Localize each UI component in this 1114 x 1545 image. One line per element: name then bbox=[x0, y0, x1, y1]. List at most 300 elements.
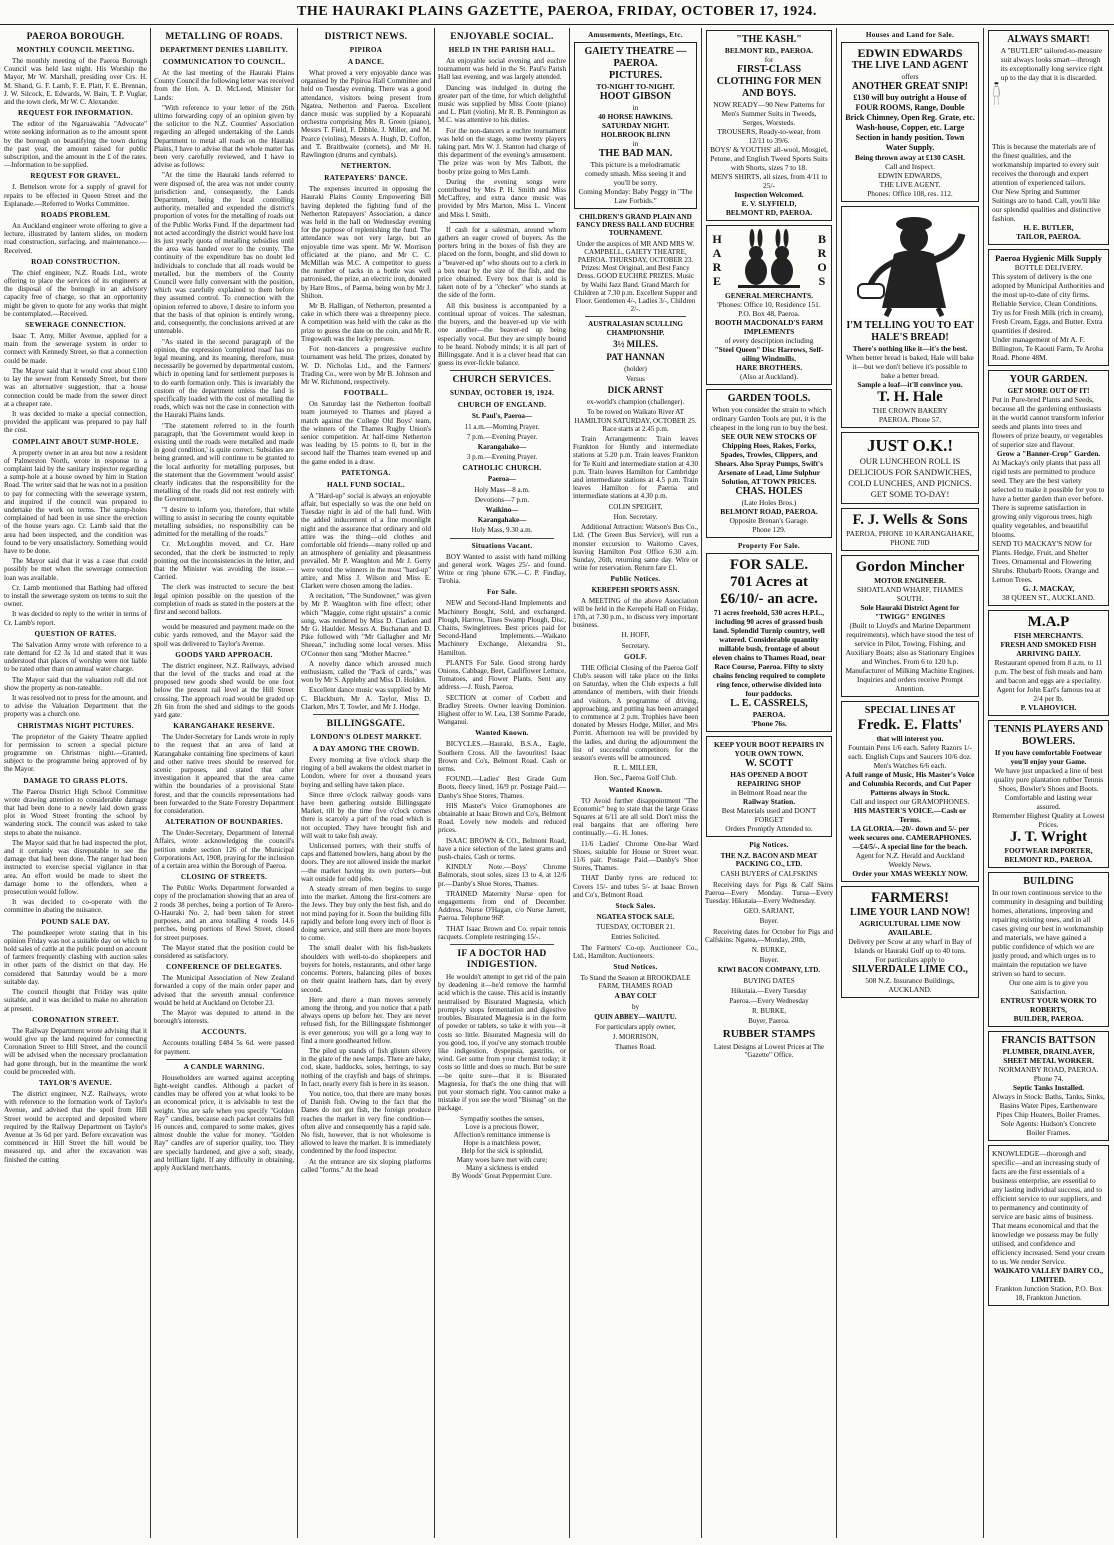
ad-line: of every description including bbox=[724, 336, 814, 345]
ad-line: BUILDER, PAEROA. bbox=[1013, 1014, 1084, 1023]
ad-line: OUR LUNCHEON ROLL IS DELICIOUS FOR SANDWICHES, COLD LUNCHES, AND PICNICS. bbox=[848, 456, 972, 489]
ad-line: HOOT GIBSON bbox=[599, 91, 672, 102]
ad-line: GET SOME TO-DAY! bbox=[870, 489, 950, 500]
paragraph: The monthly meeting of the Paeroa Borough Council was held last night. His Worship the Mayor, Mr W. Marshall, presiding over Crs. H. M. Shand, G. F. Lamb, F. E. Platt, F. E. Brennan, J. W. Silcock, E. Edwards, W. Bain, T. P. Vuglar, and the town clerk, Mr W. C. Alexander. bbox=[4, 57, 147, 107]
ad-title: FARMERS! bbox=[870, 890, 950, 907]
paragraph: "I desire to inform you, therefore, that while willing to assist in securing the county equitable metalling subsidies, no responsibility can be admitted for the metalling of the roads." bbox=[154, 505, 294, 539]
church-line: St. Paul's, Paeroa— bbox=[471, 412, 533, 421]
divider bbox=[450, 538, 554, 539]
paragraph: Mr B. Halligan, of Netherton, presented a cake in which there was a threepenny piece. A competition was held with the cake as the prize to guess the date on the coin, and Mr R. Tregowath was the lucky person. bbox=[301, 302, 431, 343]
paragraph: The editor of the Ngaruawahia "Advocate" wrote seeking information as to the amount spent by the borough on beautifying the town during the past year, the amount raised for public subscription, and the amount in the £ of the rates.—Information to be supplied. bbox=[4, 120, 147, 170]
ad-line: Buyer. bbox=[759, 917, 779, 926]
ad-line: KNOWLEDGE—thorough and specific—and an increasing study of facts are the first essentials of a business enterprise, are essential to any lasting individual success, and to efficient service to our suppliers, and to permanency and continuity of service are basic aims of business. That means economical and that the knowledge we possess may be fully utilised, and confidence and efficiency increased. Send your cream to us. We render Service. bbox=[992, 1149, 1105, 1266]
paragraph: A MEETING of the above Association will be held in the Kerepehi Hall on Friday, 17th, at 7.30 p.m., to discuss very important business. bbox=[573, 596, 698, 630]
ad-line: In our town continuous service to the community in designing and building homes, alterations, improving and repairing existing ones, and in all cases giving our best in workmanship and materials, we have gained a public confidence of which we are justly proud, and which urges us to maintain the reputation we have striven so hard to secure. bbox=[992, 888, 1104, 978]
ad-title: JUST O.K.! bbox=[866, 436, 954, 456]
classified-ad: ISAAC BROWN & CO., Belmont Road, have a nice selection of the latest grams and push-chairs. Cash or terms. bbox=[438, 836, 566, 862]
paragraph: The expenses incurred in opposing the Hauraki Plains County Empowering Bill having depleted the fighting fund of the Netherton Ratepayers' Association, a dance was held in the hall on Wednesday evening for the purpose of replenishing the fund. The attendance was not very large, but an enjoyable time was spent. Mr W. Morrison officiated at the piano, and Mr C. C. McMillan was M.C. A competitor to guess the number of tacks in a bottle was well patronised, the prize, an electric iron, donated by Hare Bros., of Paeroa, being won by Mr J. Shilton. bbox=[301, 185, 431, 300]
classified-ad: SECTION at corner of Corbett and Bradley Streets. Owner leaving Dominion. Highest offer to W. Lea, 138 Somme Parade, Wanganui. bbox=[438, 693, 566, 727]
ad-line: NORMANBY ROAD, PAEROA. Phone 74. bbox=[998, 1065, 1099, 1083]
divider bbox=[585, 316, 686, 317]
ad-title: Gordon Mincher bbox=[855, 559, 965, 576]
paragraph: "At the time the Hauraki lands referred to were disposed of, the area was not under county jurisdiction and, consequently, the Lands Department, being the local controlling authority, metalled and expended the district's proportion of votes for the metalling of roads out of the Public Works Fund. If the department had not acted accordingly the district would have lost its just yearly quota of metalling subsidies until the area was handed over to the county. The continuity of the expenditure has no doubt led individuals to conclude that all roads would be metalled, but the members of the County Council were fully conversant with the position, which was carefully explained to them before they assumed control. To connection with the opinion referred to above, I desire to inform you that the basis of that opinion is entirely wrong, and, consequently, the conclusions arrived at are untenable. bbox=[154, 171, 294, 336]
ad-line: When you consider the strain to which ordinary Garden Tools are put, it is the cheapest in the long run to buy the best. bbox=[710, 405, 828, 432]
ad-line: Agent for N.Z. Herald and Auckland Weekly News. bbox=[855, 851, 965, 870]
paragraph: The Salvation Army wrote with reference to a rate demand for £2 3s 1d and stated that it was understood that places of worship were not liable to be rated other than on annual water charge. bbox=[4, 640, 147, 674]
ad-line: 71 acres freehold, 530 acres H.P.L., including 90 acres of grassed bush land. Splendid Turnip country, well watered. Considerable quantity millable bush, frontage of about eleven chains to Thames Road, near Race Course, Paeroa. Fifty to sixty chains fencing required to complete ring fence, otherwise divided into four paddocks. bbox=[712, 608, 826, 698]
ad-line: BELMONT RD, PAEROA. bbox=[725, 208, 813, 217]
classified-ad: THAT Danby tyres are reduced to: Covers 15/- and tubes 5/- at Isaac Brown and Co's, Belmont Road. bbox=[573, 874, 698, 899]
divider bbox=[450, 222, 554, 223]
classified-heading: Houses and Land for Sale. bbox=[865, 31, 955, 39]
ad-line: At Mackay's only plants that pass all rigid tests are permitted to produce seed. They are the best variety selected to make it possible for you to have a better garden than ever before. There is supreme satisfaction in growing only vigorous trees, high quality vegetables, and beautiful blooms. bbox=[992, 458, 1105, 539]
section-heading: FOOTBALL. bbox=[343, 389, 389, 398]
ad-line: KIWI BACON COMPANY, LTD. bbox=[717, 966, 821, 975]
ad-line: Call and Inspect. bbox=[885, 162, 935, 171]
ad-line: ex-world's champion (challenger). bbox=[586, 398, 685, 407]
ad-line: THE LIVE AGENT. bbox=[879, 180, 941, 189]
column-1 bbox=[4, 28, 147, 1538]
ad-line: TROUSERS, Ready-to-wear, from 12/11 to 39/6. bbox=[717, 127, 821, 145]
paragraph: "With reference to your letter of the 26th ultimo forwarding copy of an opinion given by the solicitor to the N.Z. Counties' Association regarding an alleged undertaking of the Lands Department to metal all roads on the Hauraki Plains, I have to advise that the whole matter has been very carefully reviewed, and I have to advise as follows: bbox=[154, 103, 294, 170]
column-rule bbox=[836, 28, 837, 1538]
ad-line: MOTOR ENGINEER. bbox=[874, 576, 946, 586]
ad-line: (Late Holes Bros.) bbox=[741, 498, 797, 507]
ad-line: This picture is a melodramatic comedy smash. Miss seeing it and you'll be sorry. bbox=[585, 160, 686, 187]
article-title: IF A DOCTOR HAD INDIGESTION. bbox=[457, 949, 547, 971]
section-heading: QUESTION OF RATES. bbox=[34, 629, 117, 638]
section-heading: KARANGAHAKE RESERVE. bbox=[173, 722, 275, 731]
paragraph: J. Bettelson wrote for a supply of gravel for repairs to be effected in Queen Street and the Esplanade.—Referred to Works Committee. bbox=[4, 183, 147, 208]
gordon-mincher-ad bbox=[841, 555, 979, 697]
section-heading: CONFERENCE OF DELEGATES. bbox=[165, 963, 283, 972]
divider bbox=[313, 714, 419, 715]
section-heading: CLOSING OF STREETS. bbox=[180, 873, 268, 882]
paragraph: "The statement referred to in the fourth paragraph, that 'the Government would keep in existing until the roads were metalled and made in good condition,' is quite correct. Subsidies are being granted, and will continue to be granted to the local authority for metalling purposes, but the statement that the Government 'would assist' clearly indicates that the responsibility for the metalling of the roads did not rest entirely with the Government. bbox=[154, 421, 294, 504]
ad-title: GARDEN TOOLS. bbox=[727, 393, 811, 404]
ad-line: "Steel Queen" Disc Harrows, Self-oiling Windmills. bbox=[714, 345, 824, 363]
paragraph: The Mayor was deputed to attend in the borough's interests. bbox=[154, 1008, 294, 1026]
section-heading: ALTERATION OF BOUNDARIES. bbox=[165, 818, 283, 827]
paragraph: Unlicensed porters, with their stuffs of caps and flattened bowlers, hang about by the doors. They are not allowed inside the market—the market having its own porters—but wait outside for odd jobs. bbox=[301, 842, 431, 883]
gaiety-theatre-ad bbox=[574, 42, 697, 209]
paragraph: The Municipal Association of New Zealand forwarded a copy of the main order paper and advised that the seventh annual conference would be held at Auckland on October 23. bbox=[154, 974, 294, 1007]
ad-line: AGRICULTURAL LIME NOW AVAILABLE. bbox=[859, 919, 961, 938]
ad-line: Buyer, Paeroa. bbox=[748, 1017, 790, 1026]
ad-line: ANOTHER GREAT SNIP! bbox=[851, 81, 969, 92]
paragraph: Receiving dates for October for Pigs and Calfskins: Ngatea,—Monday, 20th, bbox=[705, 927, 833, 944]
paragraph: Householders are warned against accepting light-weight candles. Although a packet of candles may be offered you at what looks to be an economical price, it is advisable to test the weight. You are safe when you specify "Golden Ray" candles, because each packet contains full 16 ounces and, compared to some makes, gives almost double the value for money. "Golden Ray" candles are of superior quality, too. They are specially hardened, and give a soft, steady, and brilliant light. If any difficulty in obtaining, apply Auckland merchants. bbox=[154, 1073, 294, 1172]
paragraph: Cr. Lamb mentioned that Bathing had offered to install the sewerage system on terms to suit the owner. bbox=[4, 583, 147, 609]
ad-line: BOOTH MACDONALD'S FARM IMPLEMENTS bbox=[714, 318, 824, 336]
classified-heading: Stock Sales. bbox=[615, 902, 656, 911]
classified-heading: Amusements, Meetings, Etc. bbox=[588, 31, 683, 39]
ad-line: Frankton Junction Station, P.O. Box 18, Frankton Junction. bbox=[995, 1284, 1102, 1302]
paragraph: Receiving days for Pigs & Calf Skins Paeroa—Every Monday. Turua—Every Tuesday. Hikutaia—Every Wednesday. bbox=[705, 880, 833, 906]
divider bbox=[166, 619, 282, 620]
classified-ad: HIS Master's Voice Gramophones are obtainable at Isaac Brown and Co's, Belmont Road. Lovely new models and reduced prices. bbox=[438, 801, 566, 835]
paragraph: Every morning at five o'clock sharp the ringing of a bell awakens the oldest market in London, where for over a thousand years buying and selling have taken place. bbox=[301, 756, 431, 789]
paragraph: The Mayor said that he had inspected the plot, and it certainly was disreputable to see the damage that had been done. The ranger had been instructed to exercise special vigilance in that area. An effort would be made to sheet the damage home to the offenders, when a prosecution would follow. bbox=[4, 838, 147, 897]
ad-line: NGATEA STOCK SALE. bbox=[596, 913, 675, 922]
ad-line: GEO. SARJANT, bbox=[743, 907, 795, 916]
paragraph: The Mayor stated that the position could be considered as satisfactory. bbox=[154, 943, 294, 960]
paragraph: To be rowed on Waikato River AT HAMILTON SATURDAY, OCTOBER 25. Race starts at 2.45 p.m. bbox=[574, 408, 697, 433]
paragraph: The poundkeeper wrote stating that in his opinion Friday was not a suitable day on which to hold sales of cattle at the public pound on account of farmers frequently clashing with auction sales in other parts of the district on that day. He considered that Saturday would be a more suitable day. bbox=[4, 928, 147, 986]
ad-line: Order your XMAS WEEKLY NOW. bbox=[852, 869, 968, 879]
ad-line: SEE OUR NEW STOCKS OF Chipping Hoes, Rakes, Forks, Spades, Trowles, Clippers, and Shears. Also Spray Pumps, Swift's Arsenate of Lead, Lime Sulphur Solution, AT TOWN PRICES. bbox=[714, 432, 823, 486]
ad-line: HIS MASTER'S VOICE.—Cash or Terms. bbox=[853, 806, 967, 825]
ad-title: M.A.P bbox=[1027, 614, 1070, 630]
ad-line: H. E. BUTLER, bbox=[1023, 223, 1074, 232]
paragraph: For the non-dancers a euchre tournament was held on the stage, some twenty players taking part. Mrs W. J. Stanton had charge of this department of the evening's amusement. The prize was won by Mrs Talbott, the booby prize going to Mrs Lamb. bbox=[438, 126, 566, 176]
ad-line: QUIN ABBEY—WAIUTU. bbox=[594, 1012, 677, 1021]
ad-line: DICK ARNST bbox=[607, 385, 664, 396]
section-heading: GOODS YARD APPROACH. bbox=[175, 650, 273, 659]
paragraph: The Public Works Department forwarded a copy of the proclamation showing that an area of 2 roods 38 perches, being a portion of Te Arero-O-Hauraki No. 2, had been taken for street purposes, and an area totalling 4 roods 14.6 perches, being portions of Rewi Street, closed for street purposes. bbox=[154, 884, 294, 942]
ad-line: Hon. Secretary. bbox=[613, 512, 658, 521]
event-title: CHILDREN'S GRAND PLAIN AND FANCY DRESS BALL AND EUCHRE TOURNAMENT. bbox=[576, 213, 695, 238]
ad-line: KEREPEHI SPORTS ASSN. bbox=[591, 586, 680, 595]
ad-line: in Belmont Road near the bbox=[731, 788, 807, 797]
paragraph: It was decided to reply to the writer in terms of Cr. Lamb's report. bbox=[4, 610, 147, 627]
ad-line: Hon. Sec., Paeroa Golf Club. bbox=[594, 774, 677, 783]
ad-line: (Built to Lloyd's and Marine Department requirements), which have stood the test of service in Pilot, Towing, Fishing, and Auxiliary Boats; also as Stationary Engines and Winches. From 6 to 120 h.p. bbox=[845, 621, 975, 667]
ad-line: 3½ MILES. bbox=[613, 338, 658, 349]
church-line: Paeroa— bbox=[487, 475, 517, 484]
ad-title: BUILDING bbox=[1023, 876, 1074, 887]
ad-line: R. L. MILLER, bbox=[613, 764, 658, 773]
ad-line: Sample a loaf—it'll convince you. bbox=[857, 380, 963, 390]
paragraph: A "Hard-up" social is always an enjoyable affair, but especially so was the one held on Tuesday night in aid of the hall fund. With the added inducement of a fine moonlight night and the assurance that ordinary and old attire was the thing—old clothes and comfortable old friends—many rolled up and an atmosphere of geniality and pleasantness prevailed. Mr P. Waughton and Mr J. Gerry were voted the winners in the most "hard-up" attire, and Miss J. Wilson and Miss E. Clarken were chosen among the ladies. bbox=[301, 491, 431, 590]
fish-merchant-ad bbox=[988, 610, 1109, 716]
ad-line: SHOATLAND WHARF, THAMES SOUTH. bbox=[856, 585, 964, 604]
paragraph: A recitation, "The Sundowner," was given by Mr P. Waughton with fine effect; other which "Maggie, come right upstairs" a comic song, was rendered by Miss D. Clarken and Mr G. Haulder. Messrs A. Buchanan and D. Pike followed with "Mr Gallagher and Mr Sheean," including some local verses. Miss O'Connor then sang "Mother Macree." bbox=[301, 592, 431, 658]
paragraph: The Farmers' Co-op. Auctioneer Co., Ltd., Hamilton. Auctioneers. bbox=[573, 943, 698, 960]
ad-line: Being thrown away at £130 CASH. bbox=[855, 153, 965, 162]
ad-line: Sole Hauraki District Agent for "TWIGG" ENGINES bbox=[860, 603, 960, 622]
paragraph: Since three o'clock railway goods vans have been gathering outside Billingsgate Market, till by the time five o'clock comes there is scarcely a part of the road which is not occupied. They have brought fish and will wait to take fish away. bbox=[301, 790, 431, 840]
ad-line: Paeroa.—Every Wednesday bbox=[729, 997, 809, 1006]
ad-line: for bbox=[764, 55, 774, 64]
paragraph: The Railway Department wrote advising that it would give up the land required for connecting Coronation Street to Hill Street, and the council will be advised when the necessary proclamation had gone through, but in the meantime the work could be proceeded with. bbox=[4, 1026, 147, 1076]
paragraph: Excellent dance music was supplied by Mr C. Blackburn, Mr A. Taylor, Miss D. Clarken, Mrs T. Towler, and Mr J. Hodge. bbox=[301, 686, 431, 711]
article-subtitle: MONTHLY COUNCIL MEETING. bbox=[16, 46, 135, 54]
classified-ad: BICYCLES.—Hauraki, B.S.A., Eagle, Southern Cross. All the favourites! Isaac Brown and Co's, Belmont Road. Cash or terms. bbox=[438, 740, 566, 774]
section-heading: POUND SALE DAY. bbox=[41, 917, 110, 926]
ad-line: R. BURKE, bbox=[751, 1007, 787, 1016]
ad-line: Agent for John Earl's famous tea at 2/4 per lb. bbox=[996, 685, 1101, 703]
ad-line: 38 QUEEN ST., AUCKLAND. bbox=[1002, 593, 1095, 602]
ad-line: RUBBER STAMPS bbox=[722, 1027, 816, 1040]
ad-line: For particulars apply to bbox=[875, 955, 945, 965]
ad-line: Hikutaia.—Every Tuesday bbox=[731, 986, 807, 995]
builder-ad bbox=[988, 872, 1109, 1027]
ad-line: in bbox=[632, 103, 639, 112]
classified-ad: THAT Isaac Brown and Co. repair tennis racquets. Complete restringing 15/-. bbox=[438, 924, 566, 941]
classified-heading: Public Notices. bbox=[610, 575, 661, 584]
paragraph: The Under-Secretary for Lands wrote in reply to the request that an area of land at Karangahake containing fine specimens of kauri and other native trees should be reserved for scenic purposes, and stated that after investigation it appeared that the area came within the boundaries of a provisional State forest, and that the councils representations had been forwarded to the State Forestry Department for consideration. bbox=[154, 733, 294, 816]
boot-repair-ad bbox=[706, 736, 832, 837]
paragraph: The district engineer, N.Z. Railways, advised that the level of the tracks and road at the proposed new goods shed would be one foot below the present rail level at the Hill Street crossing. The approach road would be graded up 2ft 6in from the shed and sidings to the goods yard gate. bbox=[154, 661, 294, 720]
ad-line: (Also at Auckland). bbox=[739, 372, 799, 381]
ad-line: THE BAD MAN. bbox=[598, 148, 673, 159]
ad-line: Opposite Brenan's Garage. bbox=[729, 516, 809, 525]
paragraph: All this business is accompanied by a continual uproar of voices. The salesman, the buyers, and the beaver-ed up vie with one another—the beaver-ed up being especially vocal. But they are simply bound to be heard. Nobody minds; it is all part of Billingsgate. And it is a clever head that can guess its ever-fickle balance. bbox=[438, 301, 566, 368]
ad-line: MEN'S SHIRTS, all sizes, from 4/11 to 25/- bbox=[710, 172, 828, 190]
section-heading: COMPLAINT ABOUT SUMP-HOLE. bbox=[12, 437, 139, 446]
hare-logo-row bbox=[710, 229, 828, 291]
church-line: Holy Mass—8 a.m. bbox=[474, 485, 530, 494]
ad-line: HOLBROOK BLINN bbox=[600, 130, 671, 139]
ad-line: GET MORE OUT OF IT! bbox=[1007, 386, 1090, 395]
ad-line: PICTURES. bbox=[608, 70, 663, 81]
ad-title: "THE KASH." bbox=[736, 34, 802, 45]
date-heading: SUNDAY, OCTOBER 19, 1924. bbox=[449, 389, 555, 398]
paragraph: THE Official Closing of the Paeroa Golf Club's season will take place on the links on Saturday, when the Club expects a full attendance of members, with their friends and visitors. A programme of driving, approaching, and putting has been arranged to commence at 2 p.m. Trophies have been donated by Messrs Hodge, Miller, and Mrs Porritt. Afternoon tea will be provided by the ladies, and during the adjournment the list of successful competitors for the season's events will be announced. bbox=[573, 663, 698, 762]
ad-line: Sole Agents: Hudson's Concrete Boiler Frames. bbox=[1000, 1119, 1097, 1137]
church-line: 3 p.m.—Evening Prayer. bbox=[466, 453, 538, 462]
paragraph: It was resolved not to press for the amount, and to advise the Valuation Department that the property was a church one. bbox=[4, 694, 147, 719]
ad-line: PLUMBER, DRAINLAYER, SHEET METAL WORKER. bbox=[1002, 1047, 1095, 1065]
ad-title: F. J. Wells & Sons bbox=[852, 512, 968, 529]
section-heading: CORONATION STREET. bbox=[32, 1015, 119, 1024]
ad-title: Fredk. E. Flatts' bbox=[857, 717, 963, 734]
ad-line: T. H. Hale bbox=[877, 389, 943, 406]
ad-line: If you have comfortable Footwear you'll enjoy your Game. bbox=[994, 748, 1103, 766]
ad-line: Always in Stock: Baths, Tanks, Sinks, Basins Water Pipes, Earthenware Pipes Chip Heaters, Boiler Frames. bbox=[992, 1092, 1105, 1119]
ad-line: NOW READY—90 New Patterns for Men's Summer Suits in Tweeds, Serges, Worsteds. bbox=[713, 100, 825, 127]
classified-ad: BOY Wanted to assist with hand milking and general work. Wages 25/- and found. Write or ring 'phone 67K.—C. P. Findlay, Tirohia. bbox=[438, 552, 566, 586]
classified-heading: Wanted Known. bbox=[475, 729, 529, 738]
article-title: DISTRICT NEWS. bbox=[324, 32, 408, 42]
paragraph: The proprietor of the Gaiety Theatre applied for permission to screen a special picture programme on Christmas night.—Granted, subject to the programme being approved of by the Mayor. bbox=[4, 732, 147, 774]
section-heading: CHURCH OF ENGLAND. bbox=[457, 401, 547, 410]
column-7 bbox=[840, 28, 980, 1538]
ad-line: Inquiries and orders receive Prompt Attention. bbox=[857, 675, 963, 694]
ad-line: Fountain Pens 1/6 each. Safety Razors 1/- each. English Cups and Saucers 10/6 doz. Men's Watches 6/6 each. bbox=[848, 743, 972, 771]
ad-title: FOR SALE. bbox=[729, 557, 809, 573]
ad-line: J. MORRISON, bbox=[612, 1033, 659, 1042]
classified-ad: 11/6 Ladies' Chrome One-bar Ward Shoes, suitable for House or Street wear. 11/6 pair. Postage Paid.—Danby's Shoe Stores, Thames. bbox=[573, 839, 698, 873]
ad-line: GENERAL MERCHANTS. bbox=[725, 291, 813, 300]
church-line: Karangahake— bbox=[477, 442, 527, 451]
ad-line: 40 HORSE HAWKINS. bbox=[598, 112, 673, 121]
paragraph: It was decided to co-operate with the committee in abating the nuisance. bbox=[4, 898, 147, 915]
column-8 bbox=[987, 28, 1110, 1538]
column-4 bbox=[438, 28, 566, 1538]
ad-line: To Stand the Season at BROOKDALE FARM, THAMES ROAD bbox=[580, 974, 691, 991]
divider bbox=[450, 370, 554, 371]
ad-line: Buyer. bbox=[759, 956, 779, 965]
ad-line: KEEP YOUR BOOT REPAIRS IN YOUR OWN TOWN. bbox=[714, 740, 824, 758]
ad-line: SEND TO MACKAY'S NOW for Plants. Hedge, Fruit, and Shelter Trees. Ornamental and Flowering Shrubs. Rhubarb Roots. Orange and Lemon Trees. bbox=[992, 539, 1099, 584]
ad-line: Grow a "Banner-Crop" Garden. bbox=[996, 449, 1101, 458]
paragraph: An enjoyable social evening and euchre tournament was held in the St. Paul's Parish Hall last evening, and was largely attended. bbox=[438, 57, 566, 82]
ad-line: FIRST-CLASS CLOTHING FOR MEN AND BOYS. bbox=[716, 64, 822, 99]
article-title: PAEROA BOROUGH. bbox=[26, 32, 125, 42]
gentleman-figure-icon bbox=[992, 46, 1001, 142]
church-line: 11 a.m.—Morning Prayer. bbox=[464, 422, 540, 431]
ad-line: N. BURKE, bbox=[751, 946, 787, 955]
section-heading: ROADS PROBLEM. bbox=[40, 211, 111, 220]
classified-ad: FOUND.—Ladies' Best Grade Gum Boots, fleecy lined, 16/9 pr. Postage Paid.—Danby's Shoe Stores, Thames. bbox=[438, 775, 566, 800]
column-5 bbox=[573, 28, 698, 1538]
ad-line: BELMONT ROAD, PAEROA. bbox=[720, 507, 818, 516]
ad-line: A BAY COLT bbox=[614, 992, 657, 1001]
ad-title: FRANCIS BATTSON bbox=[1001, 1035, 1096, 1046]
section-heading: DAMAGE TO GRASS PLOTS. bbox=[23, 776, 128, 785]
ad-line: Septic Tanks Installed. bbox=[1012, 1083, 1085, 1092]
ad-line: WAIKATO VALLEY DAIRY CO., LIMITED. bbox=[993, 1266, 1104, 1284]
hare-bros-ad bbox=[706, 225, 832, 385]
ad-line: BELMONT RD., PAEROA. bbox=[724, 46, 814, 55]
paragraph: The small dealer with his fish-baskets shoulders with well-to-do shopkeepers and buyers for hotels, restaurants, and other large concerns. Porters, balancing piles of boxes on their quaint leathern hats, dart by every second. bbox=[301, 944, 431, 994]
ad-line: LA GLORIA.—20/- down and 5/- per week secures one. CAMERAPHONES.—£4/5/-. A special line for the beach. bbox=[848, 824, 972, 852]
ad-line: SPECIAL LINES AT bbox=[864, 705, 956, 717]
ad-line: ROBERTS, bbox=[1030, 1005, 1067, 1014]
silverdale-lime-ad bbox=[841, 886, 979, 998]
ad-line: BUYING DATES bbox=[743, 976, 795, 985]
ad-line: Under management of Mr A. F. Billington, Te Kaouti Farm, Te Aroha Road. Phone 48M. bbox=[992, 335, 1103, 362]
ad-line: in bbox=[632, 139, 639, 148]
column-rule bbox=[569, 28, 570, 1538]
article-title: METALLING OF ROADS. bbox=[165, 32, 283, 42]
church-line: Karangahake— bbox=[477, 516, 527, 525]
ad-line: BOTTLE DELIVERY. bbox=[1014, 263, 1083, 272]
kash-clothing-ad bbox=[706, 30, 832, 221]
section-heading: ACCOUNTS. bbox=[201, 1028, 247, 1037]
paragraph: "As stated in the second paragraph of the opinion, the expression 'completed road' has no legal meaning, and its meaning, therefore, must necessarily be governed by departmental custom, which in opening land for settlement purposes is to do earth formation only. This is invariably the custom of the department unless the land is specifically loaded with the cost of metalling the roads, which was not the case in connection with the Hauraki Plains lands. bbox=[154, 337, 294, 420]
ad-line: Call and inspect our GRAMOPHONES. bbox=[850, 797, 970, 807]
ad-line: Orders Promptly Attended to. bbox=[725, 824, 813, 833]
footwear-ad bbox=[988, 720, 1109, 868]
paragraph: The Under-Secretary, Department of Internal Affairs, wrote acknowledging the council's petition under section 126 of the Municipal Corporations Act, 1908, praying for the inclusion of a certain area within the Borough of Paeroa. bbox=[154, 829, 294, 871]
section-heading: CATHOLIC CHURCH. bbox=[462, 464, 542, 473]
church-line: Holy Mass, 9.30 a.m. bbox=[471, 526, 533, 535]
ad-title: YOUR GARDEN. bbox=[1009, 374, 1088, 385]
column-rule bbox=[701, 28, 702, 1538]
classified-ad: TO Avoid further disappointment "The Economic" beg to state that the large Grass Squares at 6/11 are all sold. Don't miss the real bargains that are offering here continually.—G. H. Jones. bbox=[573, 796, 698, 838]
paragraph: Train Arrangements: Train leaves Frankton for Huntly and intermediate stations at 5.20 p.m. Train leaves Frankton for Te Kuiti and intermediate station at 4.30 p.m. Train leaves Hamilton for Cambridge and intermediate stations at 4.5 p.m. Train leaves Hamilton for Paeroa and intermediate stations at 4.30 p.m. bbox=[573, 435, 698, 501]
church-line: Devotions—7 p.m. bbox=[474, 495, 530, 504]
ad-line: that will interest you. bbox=[876, 734, 944, 744]
paragraph: The piled up stands of fish glisten silvery in the glare of the new lamps. There are hake, cod, skate, haddocks, soles, herrings, to say nothing of the crayfish and bags of shrimps. In fact, nearly every fish is here in its season. bbox=[301, 1046, 431, 1088]
ad-line: CHAS. HOLES bbox=[735, 486, 803, 497]
classified-heading: Property For Sale. bbox=[737, 542, 801, 550]
ad-line: This is because the materials are of the finest qualities, and the workmanship imparted to every suit receives the thorough and expert attention of experienced tailors. bbox=[992, 142, 1099, 187]
ad-line: There's nothing like it—it's the best. bbox=[852, 344, 968, 354]
paragraph: The district engineer, N.Z. Railways, wrote with reference to the formation work of Taylor's Avenue, and advised that the spoil from Hill Street would be accepted and deposited where required by the Railway Department on Taylor's Avenue at 3s 6d per yard. Before excavation was commenced in Hill Street the hill would be measured up, and after the excavation was finished the cutting bbox=[4, 1089, 147, 1164]
ad-line: EDWIN EDWARDS, bbox=[877, 171, 943, 180]
paragraph: A property owner in an area but now a resident of Palmerston North, wrote in response to a complaint laid by the sanitary inspector regarding a sump-hole at a house owned by him in Station Road. The writer said that he was not in a position to pay for connecting with the sewerage system, and inquired if the council was prepared to undertake the work on terms. The sump-holes complained of had been in use since the erection of the house years ago. Cr. Lamb said that the area had been inspected, and the condition was found to be very unsatisfactory. Something would have to be done. bbox=[4, 448, 147, 555]
ad-line: Secretary. bbox=[621, 641, 650, 650]
ad-line: PAEROA. bbox=[752, 710, 786, 719]
ad-line: Manufacturer of Milking Machine Engines. bbox=[845, 666, 975, 676]
ad-line: TO-NIGHT TO-NIGHT. bbox=[596, 82, 675, 91]
ad-line: Inspection Welcomed. bbox=[734, 190, 804, 199]
masthead: THE HAURAKI PLAINS GAZETTE, PAEROA, FRIDAY, OCTOBER 17, 1924. bbox=[0, 0, 1114, 25]
paragraph: At the last meeting of the Hauraki Plains County Council the following letter was received from the Hon. A. D. McLeod, Minister for Lands: bbox=[154, 69, 294, 102]
ad-line: offers bbox=[901, 72, 919, 81]
ad-line: PAEROA. Phone 57. bbox=[878, 415, 942, 425]
ad-line: Phones: Office 108, res. 112. bbox=[867, 189, 953, 198]
article-title: CHURCH SERVICES. bbox=[452, 375, 552, 386]
column-2 bbox=[154, 28, 294, 1538]
hares-logo-icon bbox=[734, 229, 804, 291]
ad-line: PAEROA, PHONE 10 KARANGAHAKE, PHONE 70D bbox=[846, 529, 974, 548]
ad-line: This system of delivery is the one adopted by Municipal Authorities and the most up-to-date of city firms. Reliable Service, Clean Conditions. bbox=[992, 272, 1105, 308]
ad-line: W. SCOTT bbox=[745, 758, 793, 769]
ad-line: TUESDAY, OCTOBER 21. bbox=[596, 923, 675, 932]
column-rule bbox=[150, 28, 151, 1538]
ad-line: When better bread is baked, Hale will bake it—but we don't believe it's possible to bake a better bread. bbox=[846, 353, 974, 381]
divider bbox=[166, 1059, 282, 1060]
section-heading: ROAD CONSTRUCTION. bbox=[31, 257, 120, 266]
property-for-sale-ad bbox=[706, 553, 832, 732]
edwin-edwards-ad bbox=[841, 42, 979, 202]
classified-heading: Pig Notices. bbox=[749, 841, 789, 849]
ad-line: 'Phone 76s. bbox=[751, 719, 787, 728]
ad-line: P. VLAHOVICH. bbox=[1020, 703, 1077, 712]
garden-tools-ad bbox=[706, 389, 832, 538]
classified-ad: NEW and Second-Hand Implements and Machinery Bought, Sold, and exchanged. Plough, Harrow, Tines Swamp Plough, Disc, Chains, Swingletrees. Best prices paid for Second-Hand Implements.—Waikato Machinery Exchange, Alexandra St., Hamilton. bbox=[438, 599, 566, 657]
ad-line: Put in Pure-bred Plants and Seeds, because all the gardening enthusiasts in the world cannot transform inferior seeds and plants into trees and flowers of prize beauty, or vegetables of superior size and flavour. bbox=[992, 395, 1104, 449]
paragraph: The council thought that Friday was quite suitable, and it was decided to make no alteration at present. bbox=[4, 988, 147, 1013]
paragraph: Dancing was indulged in during the greater part of the time, for which delightful music was supplied by Miss Coote (piano) and L. Platt (violin). Mr R. B. Pennington as M.C. was attentive to his duties. bbox=[438, 83, 566, 125]
classified-heading: For Sale. bbox=[486, 588, 518, 597]
section-heading: RATEPAYERS' DANCE. bbox=[324, 174, 408, 183]
paragraph: It was decided to make a special connection, provided the applicant was prepared to pay half the cost. bbox=[4, 409, 147, 435]
ad-line: We have just unpacked a line of best quality pure plantation rubber Tennis Shoes, Bowler's Shoes and Boots. Comfortable and lasting wear assured. bbox=[993, 766, 1104, 811]
paragraph: Under the auspices of MR AND MRS W. CAMPBELL, GAIETY THEATRE, PAEROA. THURSDAY, OCTOBER 23. Prizes: Most Original, and Best Fancy Dress. GOOD EUCHRE PRIZES. Music by Waihi Jazz Band. Grand March for Children at 7.30 p.m. Excellent Supper and Floor. Gentlemen 4/-, Ladies 3/-, Children 2/-. bbox=[574, 239, 697, 314]
ad-line: Delivery per Scow at any wharf in Bay of Islands or Hauraki Gulf up to 40 tons. bbox=[848, 937, 972, 956]
ad-title: ALWAYS SMART! bbox=[1007, 34, 1090, 45]
ad-title: I'M TELLING YOU TO EAT HALE'S BREAD! bbox=[846, 320, 974, 344]
paragraph: A novelty dance which aroused much enthusiasm, called the "Pack of cards," was won by Mr S. Appleby and Miss D. Holden. bbox=[301, 659, 431, 685]
section-heading: NETHERTON. bbox=[340, 162, 392, 171]
ad-line: PAT HANNAN bbox=[606, 351, 665, 362]
paragraph: The clerk was instructed to secure the best legal opinion possible on the question of the completion of roads as stated in the posters at the first and second ballots. bbox=[154, 583, 294, 616]
paragraph: The Mayor said that it would cost about £100 to lay the sewer from Kennedy Street, but there was an alternative suggestion, that a house connection could be made from the sewer direct at a cheaper rate. bbox=[4, 366, 147, 408]
ad-line: THE LIVE LAND AGENT bbox=[851, 60, 969, 71]
ad-line: L. E. CASSRELS, bbox=[730, 698, 808, 709]
ad-line: Versus bbox=[626, 375, 645, 384]
wells-sons-ad bbox=[841, 508, 979, 551]
luncheon-roll-ad bbox=[841, 432, 979, 504]
paragraph: You notice, too, that there are many boxes of Danish fish. Owing to the fact that the Danes do not gut fish, the foreign produce reaches the market in very fine condition—often alive and consequently has a rapid sale. No fish, however, that is not wholesome is allowed to leave the market. It is immediately condemned by the food inspector. bbox=[301, 1089, 431, 1156]
ad-line: For particulars apply owner, bbox=[595, 1023, 676, 1032]
ad-line: ENTRUST YOUR WORK TO bbox=[1000, 996, 1097, 1005]
ad-line: A "BUTLER" tailored-to-measure suit always looks smart—through its exceptionally long service right up to the day that it is discarded. bbox=[1000, 46, 1103, 82]
paragraph: The Mayor said that the valuation roll did not show the property as non-rateable. bbox=[4, 675, 147, 692]
paragraph: would be measured and payment made on the cubic yards removed, and the Mayor said the spoil was delivered to Taylor's Avenue. bbox=[154, 623, 294, 648]
ad-line: (holder) bbox=[624, 364, 647, 373]
article-title: ENJOYABLE SOCIAL. bbox=[450, 32, 554, 42]
plumber-ad bbox=[988, 1031, 1109, 1141]
article-subtitle: PIPIROA bbox=[349, 46, 383, 54]
paragraph: Cr. McLoughlin moved, and Cr. Hare seconded, that the clerk be instructed to reply pointing out the inconsistencies in the letter, and that the Minister was avoiding the issue.—Carried. bbox=[154, 540, 294, 582]
classified-ad: TRAINED Maternity Nurse open for engagements from end of December. Address, Nurse O'Hagan, c/o Nurse Jarrett, Paeroa. Telephone 96P. bbox=[438, 889, 566, 923]
paragraph: He wouldn't attempt to get rid of the pain by deadening it—he'd remove the harmful acid which is the cause. This acid is instantly neutralised by Bisurated Magnesia, which prompt-ly stops fermentation and digestive troubles. Bisurated Magnesia is in the form of powder or tablets, so take it with you—it costs so little. Bisurated Magnesia will do you good, too, if you've any stomach trouble like indigestion, dyspepsia, gastritis, or wind. Get some from your chemist today; it costs so little and does so much. But be sure—be quite sure—that it is Bisurated Magnesia, for that's the one thing that will put your stomach right. You cannot make a mistake if you see the word "Bismag" on the package. bbox=[438, 973, 566, 1113]
ad-line: £130 will buy outright a House of FOUR ROOMS, Range, Double Brick Chimney, Open Reg. Grate, etc. Wash-house, Copper, etc. Large Section in handy position. Town Water Supply. bbox=[845, 93, 975, 152]
church-line: Waikino— bbox=[485, 505, 519, 514]
classified-ad: KINDLY Note.—Boys' Chrome Balmorals, stout soles, sizes 13 to 4, at 12/6 pr.—Danby's Shoe Stores, Thames. bbox=[438, 863, 566, 888]
ad-line: 'Phones: Office 10, Residence 151. bbox=[717, 300, 821, 309]
section-heading: REQUEST FOR INFORMATION. bbox=[18, 109, 133, 118]
ad-line: BOYS' & YOUTHS' all-wool, Mosgiel, Petone, and English Tweed Sports Suits with Shorts, sizes 7 to 18. bbox=[710, 145, 828, 172]
ad-line: SILVERDALE LIME CO., bbox=[852, 964, 968, 976]
